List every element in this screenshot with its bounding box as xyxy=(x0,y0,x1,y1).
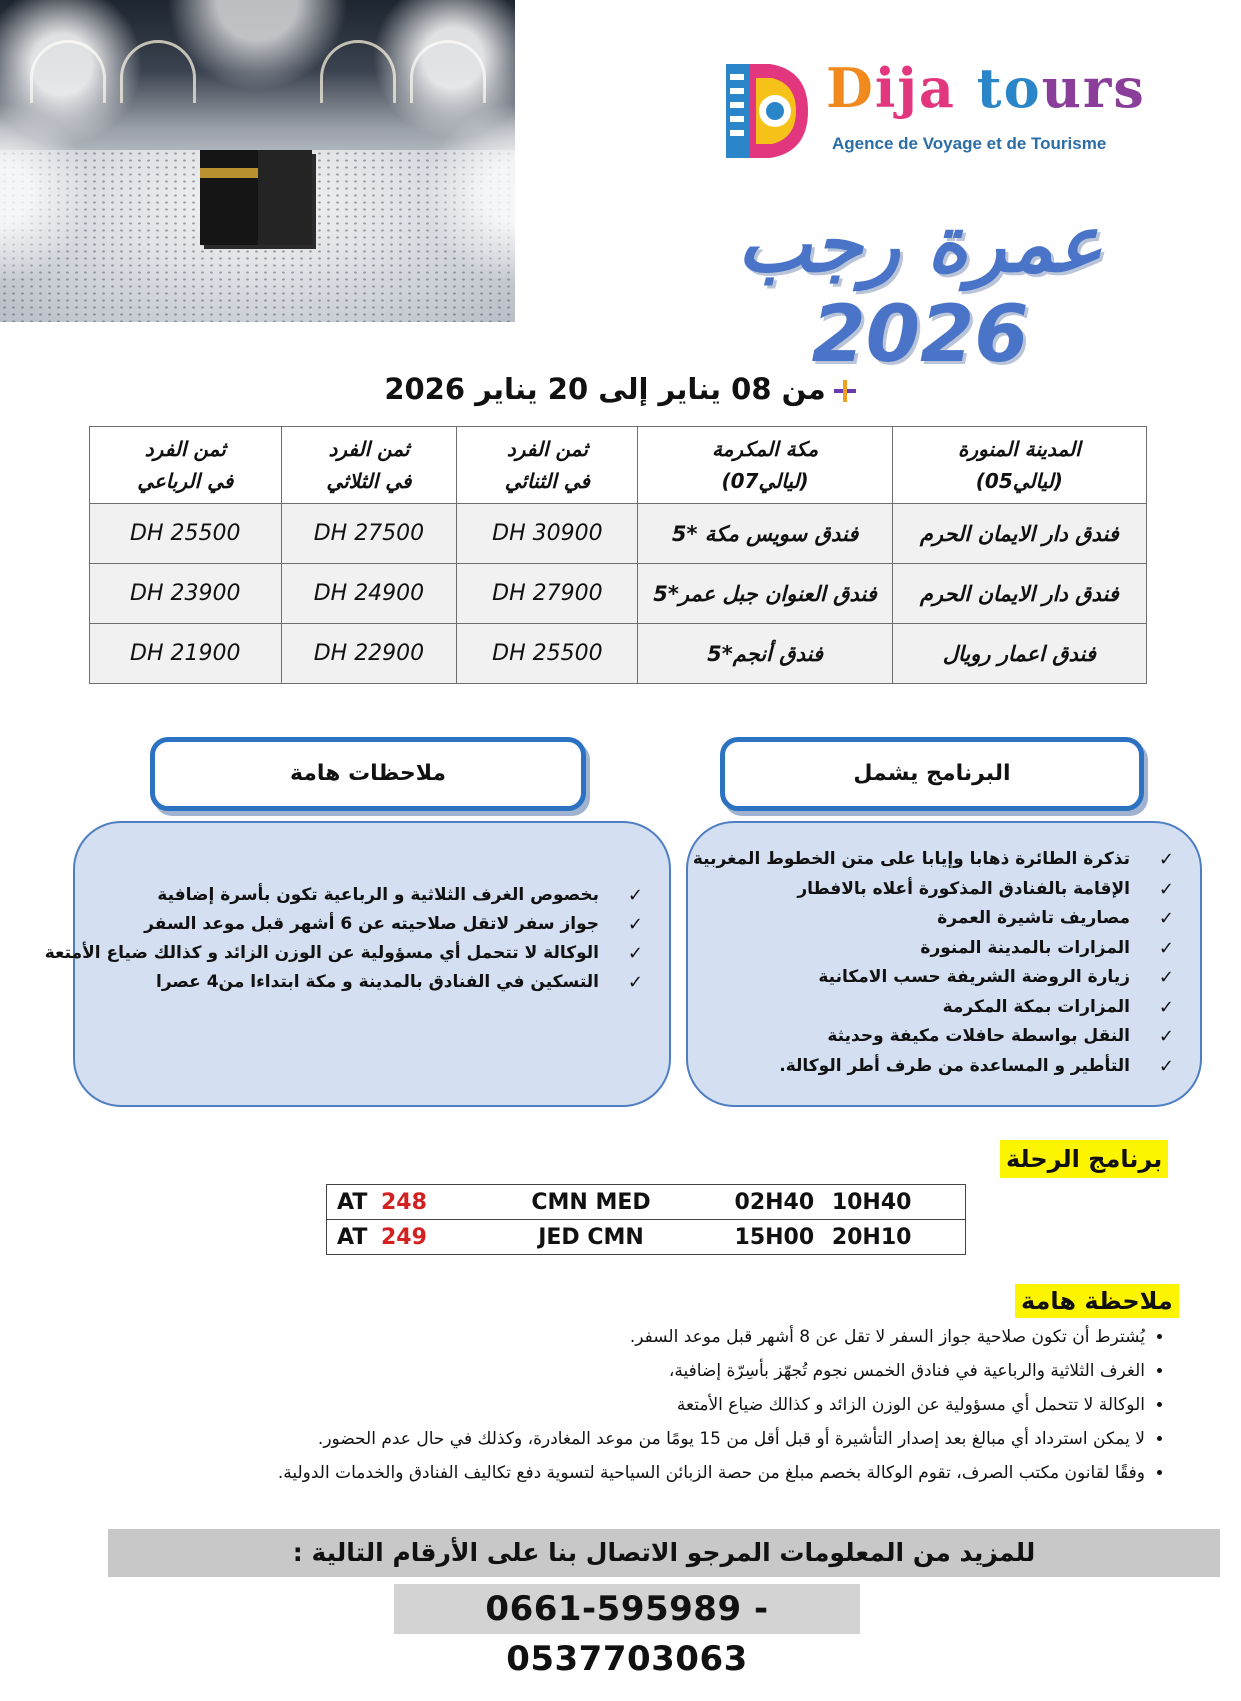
price-cell: 22900 DH xyxy=(281,624,457,684)
table-row xyxy=(90,624,1147,684)
flight-times: 02H40 10H40 xyxy=(734,1189,912,1215)
list-item-text: المزارات بمكة المكرمة xyxy=(942,996,1130,1017)
hotel-cell: فندق دار الايمان الحرم xyxy=(892,504,1146,564)
flight-number: 248 xyxy=(381,1189,427,1215)
hotel-cell: فندق دار الايمان الحرم xyxy=(892,564,1146,624)
hotel-cell: فندق سويس مكة *5 xyxy=(638,504,892,564)
header-line: ثمن الفرد xyxy=(506,437,588,461)
header-double xyxy=(457,427,638,504)
contact-text: للمزيد من المعلومات المرجو الاتصال بنا على الأرقام التالية : xyxy=(108,1529,1220,1577)
list-item xyxy=(45,881,643,910)
table-row xyxy=(90,504,1147,564)
brand-name: Dija tours xyxy=(826,56,1146,120)
list-item-text: التأطير و المساعدة من طرف أطر الوكالة. xyxy=(779,1055,1130,1076)
check-icon: ✓ xyxy=(627,972,643,993)
list-item xyxy=(692,845,1174,875)
table-row xyxy=(90,564,1147,624)
header-line: في الرباعي xyxy=(137,469,234,493)
list-item xyxy=(693,1022,1174,1052)
check-icon: ✓ xyxy=(1158,996,1174,1018)
flight-times: 15H00 20H10 xyxy=(734,1224,912,1250)
plus-star-icon xyxy=(834,380,856,402)
list-item-text: التسكين في الفنادق بالمدينة و مكة ابتداءا من4 عصرا xyxy=(156,972,599,992)
price-cell: 23900 DH xyxy=(90,564,282,624)
kaaba-photo xyxy=(0,0,515,322)
header-medina xyxy=(892,427,1146,504)
flights-table xyxy=(326,1184,966,1255)
flight-airline: AT xyxy=(337,1189,368,1215)
list-item xyxy=(45,910,643,939)
price-cell: 30900 DH xyxy=(457,504,638,564)
flight-route: CMN MED xyxy=(531,1189,651,1215)
list-item xyxy=(44,939,643,968)
flight-route: JED CMN xyxy=(538,1224,644,1250)
header-line: (ليالي05) xyxy=(975,469,1063,493)
flight-cell xyxy=(327,1220,966,1255)
check-icon: ✓ xyxy=(1158,878,1174,900)
check-icon: ✓ xyxy=(1158,1055,1174,1077)
date-range-text: من 08 يناير إلى 20 يناير 2026 xyxy=(384,372,826,406)
list-item-text: الوكالة لا تتحمل أي مسؤولية عن الوزن الزائد و كذالك ضياع الأمتعة xyxy=(44,943,599,963)
brand-tagline: Agence de Voyage et de Tourisme xyxy=(832,134,1107,153)
price-cell: 27500 DH xyxy=(281,504,457,564)
notes-header: ملاحظات هامة xyxy=(150,737,586,811)
list-item-text: الإقامة بالفنادق المذكورة أعلاه بالافطار xyxy=(797,878,1130,899)
check-icon: ✓ xyxy=(1158,849,1174,870)
note-item: • وفقًا لقانون مكتب الصرف، تقوم الوكالة بخصم مبلغ من حصة الزبائن السياحية لتسوية دفع تكاليف الفنادق والخدمات الدولية. xyxy=(160,1456,1145,1490)
note-title: ملاحظة هامة xyxy=(1015,1284,1179,1318)
list-item xyxy=(693,993,1174,1023)
list-item xyxy=(693,904,1174,934)
price-cell: 25500 DH xyxy=(90,504,282,564)
hotel-cell: فندق العنوان جبل عمر*5 xyxy=(638,564,892,624)
header-line: ثمن الفرد xyxy=(328,437,410,461)
header-line: ثمن الفرد xyxy=(144,437,226,461)
check-icon: ✓ xyxy=(1158,1026,1174,1047)
phone-numbers: 0661-595989 - 0537703063 xyxy=(394,1584,860,1634)
flight-cell xyxy=(327,1185,966,1220)
note-list xyxy=(160,1320,1167,1490)
flight-row xyxy=(327,1185,966,1220)
price-cell: 25500 DH xyxy=(457,624,638,684)
check-icon: ✓ xyxy=(1158,908,1174,929)
notes-panel xyxy=(44,821,671,1107)
list-item-text: المزارات بالمدينة المنورة xyxy=(920,937,1130,958)
page-title: عمرة رجب 2026 xyxy=(737,200,1103,380)
flight-row xyxy=(327,1220,966,1255)
check-icon: ✓ xyxy=(1158,937,1174,959)
list-item xyxy=(45,968,643,997)
prices-table xyxy=(89,426,1147,684)
flight-number: 249 xyxy=(381,1224,427,1250)
program-header: البرنامج يشمل xyxy=(720,737,1144,811)
header-triple xyxy=(281,427,457,504)
price-cell: 27900 DH xyxy=(457,564,638,624)
check-icon: ✓ xyxy=(627,943,643,964)
price-cell: 24900 DH xyxy=(281,564,457,624)
list-item-text: جواز سفر لاتقل صلاحيته عن 6 أشهر قبل موعد السفر xyxy=(144,914,599,934)
list-item-text: النقل بواسطة حافلات مكيفة وحديثة xyxy=(827,1026,1130,1046)
header-makkah xyxy=(638,427,892,504)
check-icon: ✓ xyxy=(627,914,643,935)
check-icon: ✓ xyxy=(1158,967,1174,988)
flight-airline: AT xyxy=(337,1224,368,1250)
header-line: في الثلاثي xyxy=(326,469,412,493)
list-item xyxy=(693,934,1174,964)
trip-program-title: برنامج الرحلة xyxy=(1000,1140,1168,1178)
date-range xyxy=(380,372,860,406)
header-line: المدينة المنورة xyxy=(957,437,1081,461)
note-item: • الغرف الثلاثية والرباعية في فنادق الخمس نجوم تُجهّز بأسِرّة إضافية، xyxy=(160,1354,1145,1388)
price-cell: 21900 DH xyxy=(90,624,282,684)
list-item-text: مصاريف تاشيرة العمرة xyxy=(937,908,1130,928)
header-line: في الثنائي xyxy=(504,469,590,493)
list-item xyxy=(693,1052,1174,1082)
check-icon: ✓ xyxy=(627,885,643,906)
header-quad xyxy=(90,427,282,504)
program-panel xyxy=(686,821,1202,1107)
list-item-text: بخصوص الغرف الثلاثية و الرباعية تكون بأسرة إضافية xyxy=(157,885,599,905)
list-item-text: تذكرة الطائرة ذهابا وإيابا على متن الخطوط المغربية xyxy=(692,849,1130,869)
dija-logo-icon xyxy=(720,60,812,162)
note-item: • لا يمكن استرداد أي مبالغ بعد إصدار التأشيرة أو قبل أقل من 15 يومًا من موعد المغادرة، وكذلك في حال عدم الحضور. xyxy=(160,1422,1145,1456)
list-item xyxy=(693,963,1174,993)
list-item-text: زيارة الروضة الشريفة حسب الامكانية xyxy=(818,967,1130,987)
header-line: مكة المكرمة xyxy=(711,437,819,461)
list-item xyxy=(693,875,1174,905)
hotel-cell: فندق أنجم*5 xyxy=(638,624,892,684)
header-line: (ليالي07) xyxy=(721,469,809,493)
hotel-cell: فندق اعمار رويال xyxy=(892,624,1146,684)
note-item: • يُشترط أن تكون صلاحية جواز السفر لا تقل عن 8 أشهر قبل موعد السفر. xyxy=(160,1320,1145,1354)
note-item: • الوكالة لا تتحمل أي مسؤولية عن الوزن الزائد و كذالك ضياع الأمتعة xyxy=(160,1388,1145,1422)
